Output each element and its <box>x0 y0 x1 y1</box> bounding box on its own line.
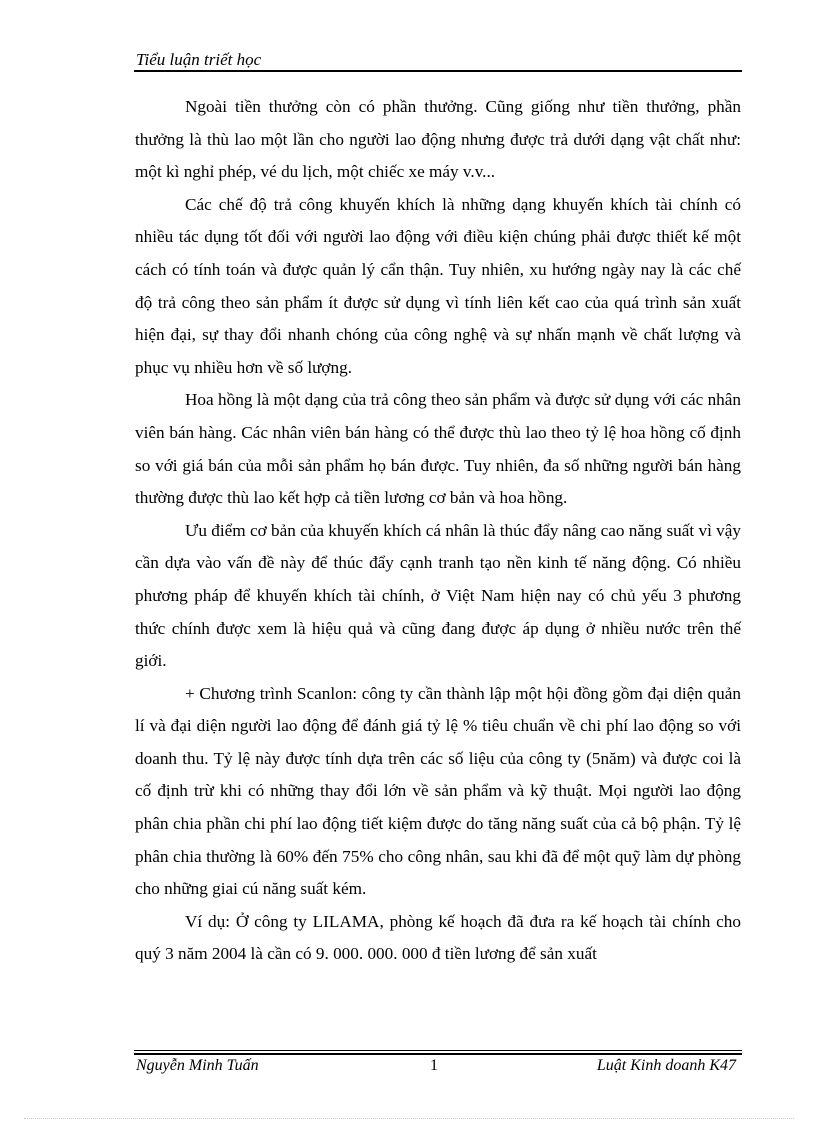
footer-divider-thin <box>134 1050 742 1051</box>
page-header <box>134 48 742 72</box>
paragraph-commission: Hoa hồng là một dạng của trả công theo sản phẩm và được sử dụng với các nhân viên bán hàng. Các nhân viên bán hàng có thể được thù lao theo tỷ lệ hoa hồng cố định so với giá bán của mỗi sản phẩm họ bán được. Tuy nhiên, đa số những người bán hàng thường được thù lao kết hợp cả tiền lương cơ bản và hoa hồng. <box>135 390 741 508</box>
document-title: Tiểu luận triết học <box>136 50 262 69</box>
footer-author: Nguyễn Minh Tuấn <box>136 1057 259 1074</box>
page-edge-dotted-line <box>24 1118 794 1119</box>
paragraph-lilama-example: Ví dụ: Ở công ty LILAMA, phòng kế hoạch đã đưa ra kế hoạch tài chính cho quý 3 năm 2004 là cần có 9. 000. 000. 000 đ tiền lương để sản xuất <box>135 911 741 964</box>
paragraph-individual-incentives: Ưu điểm cơ bản của khuyến khích cá nhân là thúc đẩy nâng cao năng suất vì vậy cần dựa vào vấn đề này để thúc đẩy cạnh tranh tạo nền kinh tế năng động. Có nhiều phương pháp để khuyến khích tài chính, ở Việt Nam hiện nay có chủ yếu 3 phương thức chính được xem là hiệu quả và cũng đang được áp dụng ở nhiều nước trên thế giới. <box>135 520 741 671</box>
page-number: 1 <box>430 1057 438 1074</box>
header-divider <box>134 70 742 72</box>
paragraph-rewards: Ngoài tiền thưởng còn có phần thưởng. Cũng giống như tiền thưởng, phần thưởng là thù lao một lần cho người lao động nhưng được trả dưới dạng vật chất như: một kì nghỉ phép, vé du lịch, một chiếc xe máy v.v... <box>135 97 741 182</box>
footer-course: Luật Kinh doanh K47 <box>596 1057 736 1074</box>
page-footer <box>134 1046 742 1080</box>
paragraph-scanlon-plan: + Chương trình Scanlon: công ty cần thành lập một hội đồng gồm đại diện quản lí và đại diện người lao động để đánh giá tỷ lệ % tiêu chuẩn về chi phí lao động so với doanh thu. Tỷ lệ này được tính dựa trên các số liệu của công ty (5năm) và được coi là cố định trừ khi có những thay đổi lớn về sản phẩm và kỹ thuật. Mọi người lao động phân chia phần chi phí lao động tiết kiệm được do tăng năng suất của cả bộ phận. Tỷ lệ phân chia thường là 60% đến 75% cho công nhân, sau khi đã để một quỹ làm dự phòng cho những giai cú năng suất kém. <box>135 683 741 899</box>
footer-divider-thick <box>134 1053 742 1055</box>
document-body <box>135 91 741 971</box>
paragraph-incentive-pay: Các chế độ trả công khuyến khích là những dạng khuyến khích tài chính có nhiều tác dụng tốt đối với người lao động với điều kiện chúng phải được thiết kế một cách có tính toán và được quản lý cẩn thận. Tuy nhiên, xu hướng ngày nay là các chế độ trả công theo sản phẩm ít được sử dụng vì tính liên kết cao của quá trình sản xuất hiện đại, sự thay đổi nhanh chóng của công nghệ và sự nhấn mạnh về chất lượng và phục vụ nhiều hơn về số lượng. <box>135 194 741 377</box>
